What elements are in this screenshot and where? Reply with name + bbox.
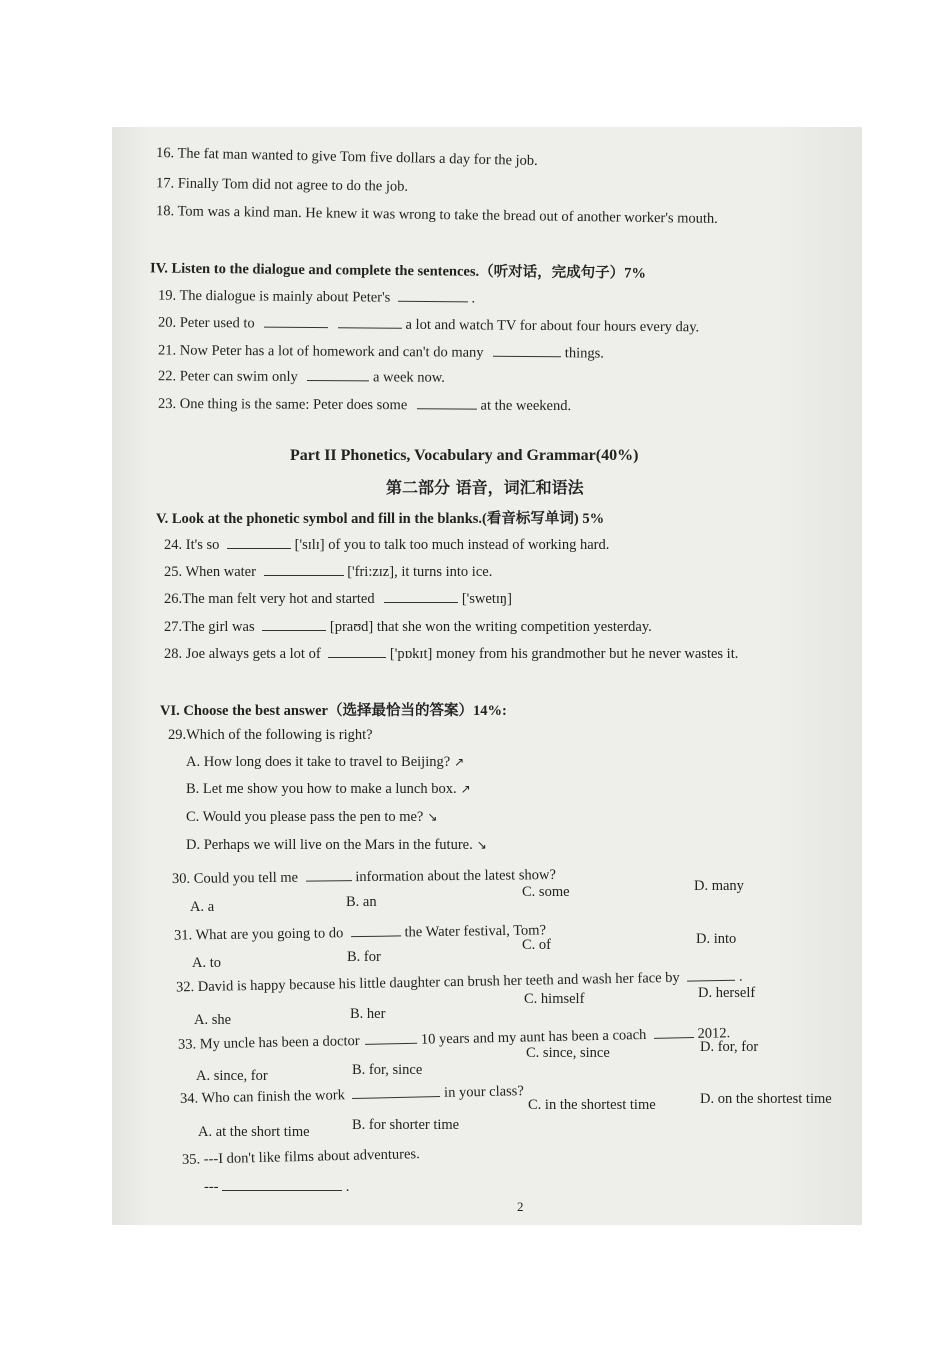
question-21 (158, 340, 604, 362)
answer-blank-31[interactable] (351, 922, 401, 937)
option-32b[interactable]: B. her (350, 1006, 386, 1022)
option-30b[interactable]: B. an (346, 894, 377, 910)
option-33a[interactable]: A. since, for (196, 1068, 268, 1084)
option-31b[interactable]: B. for (347, 949, 381, 965)
question-24 (164, 535, 609, 554)
option-31d[interactable]: D. into (696, 931, 737, 947)
question-32-end: . (738, 968, 743, 985)
question-19-text: 19. The dialogue is mainly about Peter's (157, 287, 391, 306)
option-30c[interactable]: C. some (522, 884, 570, 900)
option-33b[interactable]: B. for, since (352, 1062, 423, 1078)
question-31-text: 31. What are you going to do (173, 925, 344, 944)
answer-blank-35[interactable] (222, 1177, 342, 1191)
response-end: . (345, 1179, 350, 1195)
page-shadow-right (772, 127, 862, 1225)
option-30d[interactable]: D. many (694, 878, 744, 894)
answer-blank-26[interactable] (384, 589, 458, 603)
question-20-text: 20. Peter used to (157, 314, 255, 332)
question-27 (164, 617, 652, 636)
question-18: 18. Tom was a kind man. He knew it was wrong to take the bread out of another worker's mouth. (155, 203, 718, 227)
answer-blank-27[interactable] (262, 617, 326, 631)
question-28 (164, 644, 738, 663)
option-33d[interactable]: D. for, for (700, 1039, 759, 1055)
question-24-text: 24. It's so (164, 537, 220, 553)
question-30-end: information about the latest show? (355, 866, 556, 886)
option-34b[interactable]: B. for shorter time (352, 1117, 460, 1133)
question-28-end: ['pɒkɪt] money from his grandmother but he never wastes it. (389, 646, 739, 662)
question-34 (180, 1081, 524, 1108)
answer-blank-33b[interactable] (654, 1024, 694, 1039)
answer-blank-30[interactable] (306, 867, 352, 881)
question-35: 35. ---I don't like films about adventures. (181, 1146, 420, 1168)
option-29c[interactable] (186, 809, 437, 826)
question-19 (158, 286, 475, 308)
section-6-title: VI. Choose the best answer（选择最恰当的答案）14%: (160, 703, 507, 719)
question-21-text: 21. Now Peter has a lot of homework and can't do many (157, 342, 484, 361)
option-31a[interactable]: A. to (192, 955, 221, 971)
option-29d[interactable] (186, 837, 487, 854)
option-29b[interactable] (186, 781, 471, 798)
answer-blank-25[interactable] (264, 562, 344, 576)
question-33-end: 2012. (697, 1025, 731, 1042)
page-number: 2 (517, 1199, 524, 1214)
option-32d[interactable]: D. herself (698, 985, 756, 1001)
falling-intonation-icon: ↘ (427, 810, 438, 824)
question-31-end: the Water festival, Tom? (404, 922, 547, 941)
question-25 (164, 562, 492, 581)
answer-blank-19[interactable] (398, 288, 468, 303)
section-4-title: IV. Listen to the dialogue and complete the sentences.（听对话，完成句子）7% (149, 260, 647, 282)
section-5-title: V. Look at the phonetic symbol and fill in the blanks.(看音标写单词) 5% (156, 511, 605, 527)
question-28-text: 28. Joe always gets a lot of (164, 646, 321, 662)
question-26-end: ['swetɪŋ] (461, 591, 512, 607)
answer-blank-22[interactable] (307, 367, 369, 381)
question-23-text: 23. One thing is the same: Peter does some (157, 395, 408, 414)
question-26-text: 26.The man felt very hot and started (164, 591, 375, 607)
answer-blank-21[interactable] (493, 343, 561, 357)
question-21-end: things. (564, 345, 604, 362)
option-34c[interactable]: C. in the shortest time (528, 1097, 656, 1113)
question-23-end: at the weekend. (480, 397, 572, 415)
falling-intonation-icon: ↘ (476, 838, 487, 852)
option-31c[interactable]: C. of (522, 937, 551, 953)
question-29: 29.Which of the following is right? (168, 727, 373, 743)
option-29c-text: C. Would you please pass the pen to me? (186, 809, 424, 825)
option-32c[interactable]: C. himself (524, 991, 585, 1007)
question-30-text: 30. Could you tell me (171, 869, 299, 888)
question-24-end: ['sɪlɪ] of you to talk too much instead of working hard. (294, 537, 610, 553)
question-20 (158, 313, 699, 337)
rising-intonation-icon: ↗ (454, 755, 465, 769)
option-29d-text: D. Perhaps we will live on the Mars in the future. (186, 837, 473, 853)
question-26 (164, 589, 512, 608)
option-29b-text: B. Let me show you how to make a lunch box. (186, 781, 457, 797)
answer-blank-32[interactable] (687, 967, 735, 982)
option-30a[interactable]: A. a (190, 899, 215, 915)
question-33-text: 33. My uncle has been a doctor (177, 1032, 360, 1053)
question-34-end: in your class? (443, 1083, 524, 1101)
option-29a-text: A. How long does it take to travel to Beijing? (186, 754, 451, 770)
question-30 (172, 865, 556, 888)
question-31 (174, 920, 546, 944)
question-32-text: 32. David is happy because his little daughter can brush her teeth and wash her face by (175, 969, 680, 996)
question-27-end: [praʊd] that she won the writing competition yesterday. (329, 619, 652, 635)
question-27-text: 27.The girl was (164, 619, 255, 635)
answer-blank-33a[interactable] (365, 1030, 417, 1045)
option-29a[interactable] (186, 754, 464, 771)
question-19-end: . (471, 290, 476, 307)
option-34a[interactable]: A. at the short time (198, 1124, 310, 1140)
answer-blank-24[interactable] (227, 535, 291, 549)
question-16: 16. The fat man wanted to give Tom five dollars a day for the job. (155, 145, 538, 169)
option-34d[interactable]: D. on the shortest time (700, 1091, 832, 1107)
question-32 (176, 967, 743, 997)
question-17: 17. Finally Tom did not agree to do the job. (155, 175, 409, 195)
answer-blank-20a[interactable] (264, 314, 328, 329)
page-shadow-left (112, 127, 150, 1225)
question-20-end: a lot and watch TV for about four hours every day. (405, 316, 700, 336)
question-22-end: a week now. (372, 369, 445, 386)
question-22 (158, 366, 445, 387)
option-32a[interactable]: A. she (194, 1012, 232, 1028)
question-34-text: 34. Who can finish the work (179, 1087, 346, 1107)
question-22-text: 22. Peter can swim only (157, 368, 298, 385)
question-35-response (204, 1177, 349, 1196)
rising-intonation-icon: ↗ (460, 782, 471, 796)
answer-blank-34[interactable] (352, 1083, 440, 1099)
answer-blank-20b[interactable] (338, 314, 402, 329)
exam-page (112, 127, 862, 1225)
part-2-chinese-title: 第二部分 语音，词汇和语法 (386, 478, 584, 497)
part-2-title: Part II Phonetics, Vocabulary and Grammar(40%) (290, 447, 639, 464)
answer-blank-23[interactable] (417, 395, 477, 409)
question-25-end: ['fri:zɪz], it turns into ice. (347, 564, 493, 580)
question-25-text: 25. When water (164, 564, 256, 580)
option-33c[interactable]: C. since, since (526, 1045, 610, 1061)
answer-blank-28[interactable] (328, 644, 386, 658)
question-33 (178, 1023, 730, 1054)
question-33-middle: 10 years and my aunt has been a coach (420, 1026, 647, 1048)
question-23 (158, 394, 571, 415)
response-dash: --- (204, 1179, 219, 1195)
